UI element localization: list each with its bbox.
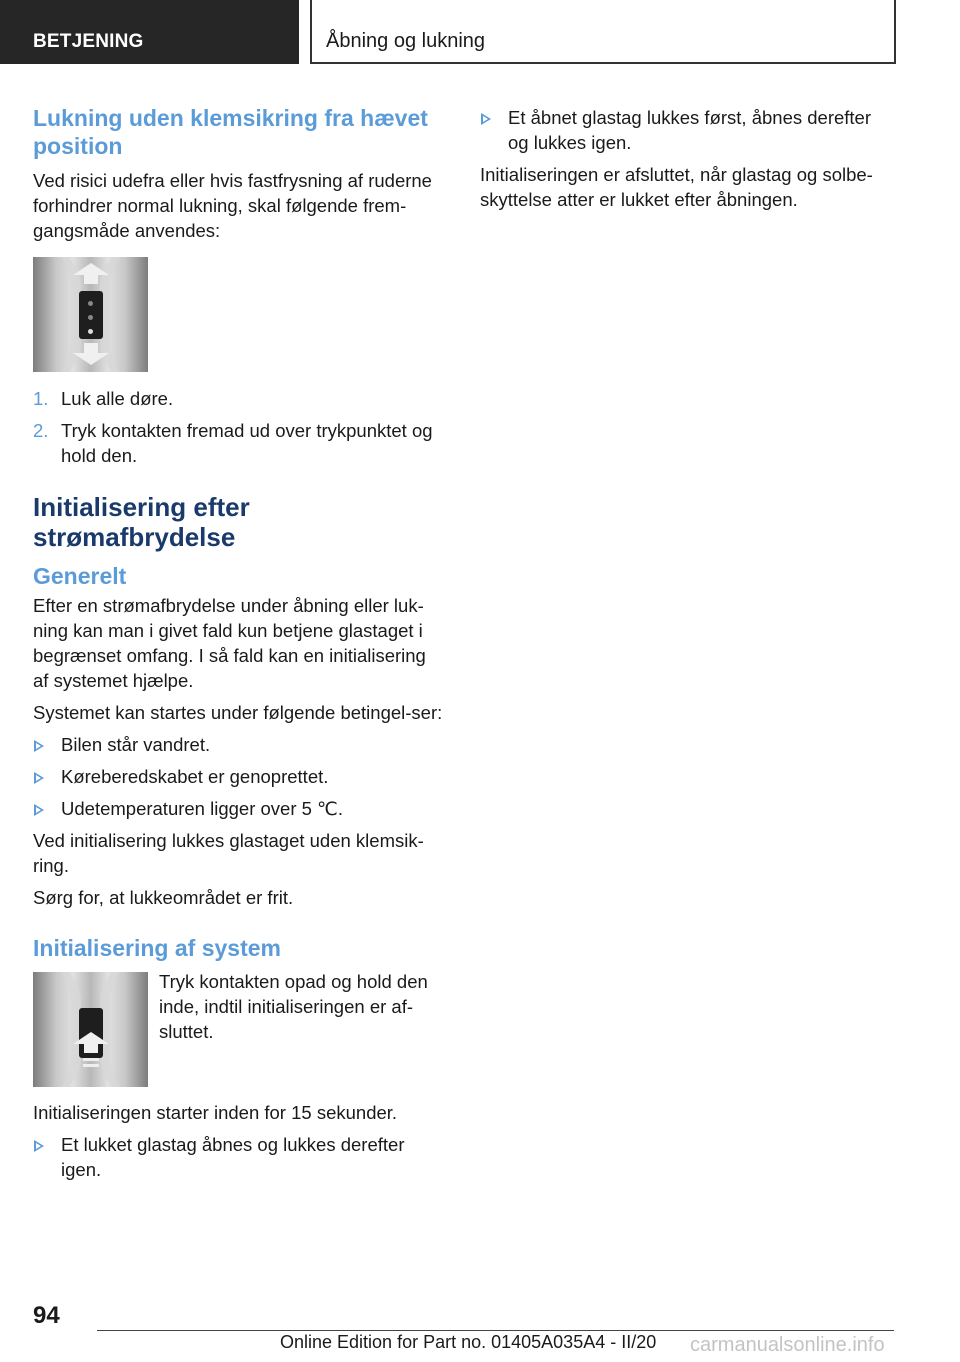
watermark: carmanualsonline.info — [690, 1334, 885, 1356]
step-text: Luk alle døre. — [61, 388, 174, 409]
condition-text: Køreberedskabet er genoprettet. — [61, 766, 329, 787]
section-title: BETJENING — [33, 31, 144, 52]
paragraph-tryk: Tryk kontakten opad og hold den inde, indtil initialiseringen er af-sluttet. — [159, 971, 428, 1042]
footer-divider — [97, 1330, 894, 1331]
heading-generelt: Generelt — [33, 563, 127, 589]
paragraph-frit: Sørg for, at lukkeområdet er frit. — [33, 887, 294, 908]
edition-text: Online Edition for Part no. 01405A035A4 - II/20 — [280, 1332, 657, 1352]
step-number: 1. — [33, 388, 49, 409]
step-list — [33, 386, 443, 468]
list-item — [480, 105, 890, 155]
list-item — [33, 764, 443, 789]
arrow-up-icon — [79, 1032, 103, 1054]
section-tab — [0, 0, 299, 64]
heading-lukning: Lukning uden klemsikring fra hævet position — [33, 105, 428, 159]
chapter-tab — [310, 0, 896, 64]
arrow-up-icon — [79, 263, 103, 285]
bullet-text: Et åbnet glastag lukkes først, åbnes derefter og lukkes igen. — [508, 107, 871, 153]
heading-initialisering: Initialisering efter strømafbrydelse — [33, 492, 250, 552]
triangle-bullet-icon — [34, 1140, 44, 1152]
step-text: Tryk kontakten fremad ud over trykpunktet og hold den. — [61, 420, 433, 466]
chapter-title: Åbning og lukning — [326, 30, 486, 52]
bullet-text: Et lukket glastag åbnes og lukkes derefter igen. — [61, 1134, 405, 1180]
condition-text: Udetemperaturen ligger over 5 ℃. — [61, 798, 343, 819]
page-header — [0, 0, 960, 66]
paragraph-klemsikring: Ved initialisering lukkes glastaget uden klemsik-ring. — [33, 830, 424, 876]
switch-illustration-up-down — [33, 257, 148, 372]
triangle-bullet-icon — [34, 804, 44, 816]
paragraph-lukning: Ved risici udefra eller hvis fastfrysning af ruderne forhindrer normal lukning, skal følgende frem-gangsmåde anvendes: — [33, 170, 432, 241]
triangle-bullet-icon — [34, 740, 44, 752]
list-item — [33, 796, 443, 821]
paragraph-generelt: Efter en strømafbrydelse under åbning eller luk-ning kan man i givet fald kun betjene glastaget i begrænset omfang. I så fald kan en initialisering af systemet hjælpe. — [33, 595, 426, 691]
list-item — [33, 386, 443, 411]
step-number: 2. — [33, 420, 49, 441]
paragraph-starter: Initialiseringen starter inden for 15 sekunder. — [33, 1102, 398, 1123]
list-item — [33, 418, 443, 468]
switch-illustration-up — [33, 972, 148, 1087]
conditions-list — [33, 732, 443, 821]
condition-text: Bilen står vandret. — [61, 734, 211, 755]
arrow-down-icon — [79, 343, 103, 365]
list-item — [33, 1132, 443, 1182]
paragraph-afsluttet: Initialiseringen er afsluttet, når glastag og solbe-skyttelse atter er lukket efter åbningen. — [480, 164, 873, 210]
triangle-bullet-icon — [481, 113, 491, 125]
triangle-bullet-icon — [34, 772, 44, 784]
paragraph-startes: Systemet kan startes under følgende betingel-ser: — [33, 702, 443, 723]
system-instruction-block — [33, 972, 443, 1088]
right-column — [480, 105, 890, 212]
list-item — [33, 732, 443, 757]
heading-initialisering-system: Initialisering af system — [33, 935, 281, 961]
left-column — [33, 100, 443, 1182]
page-number: 94 — [33, 1302, 60, 1329]
